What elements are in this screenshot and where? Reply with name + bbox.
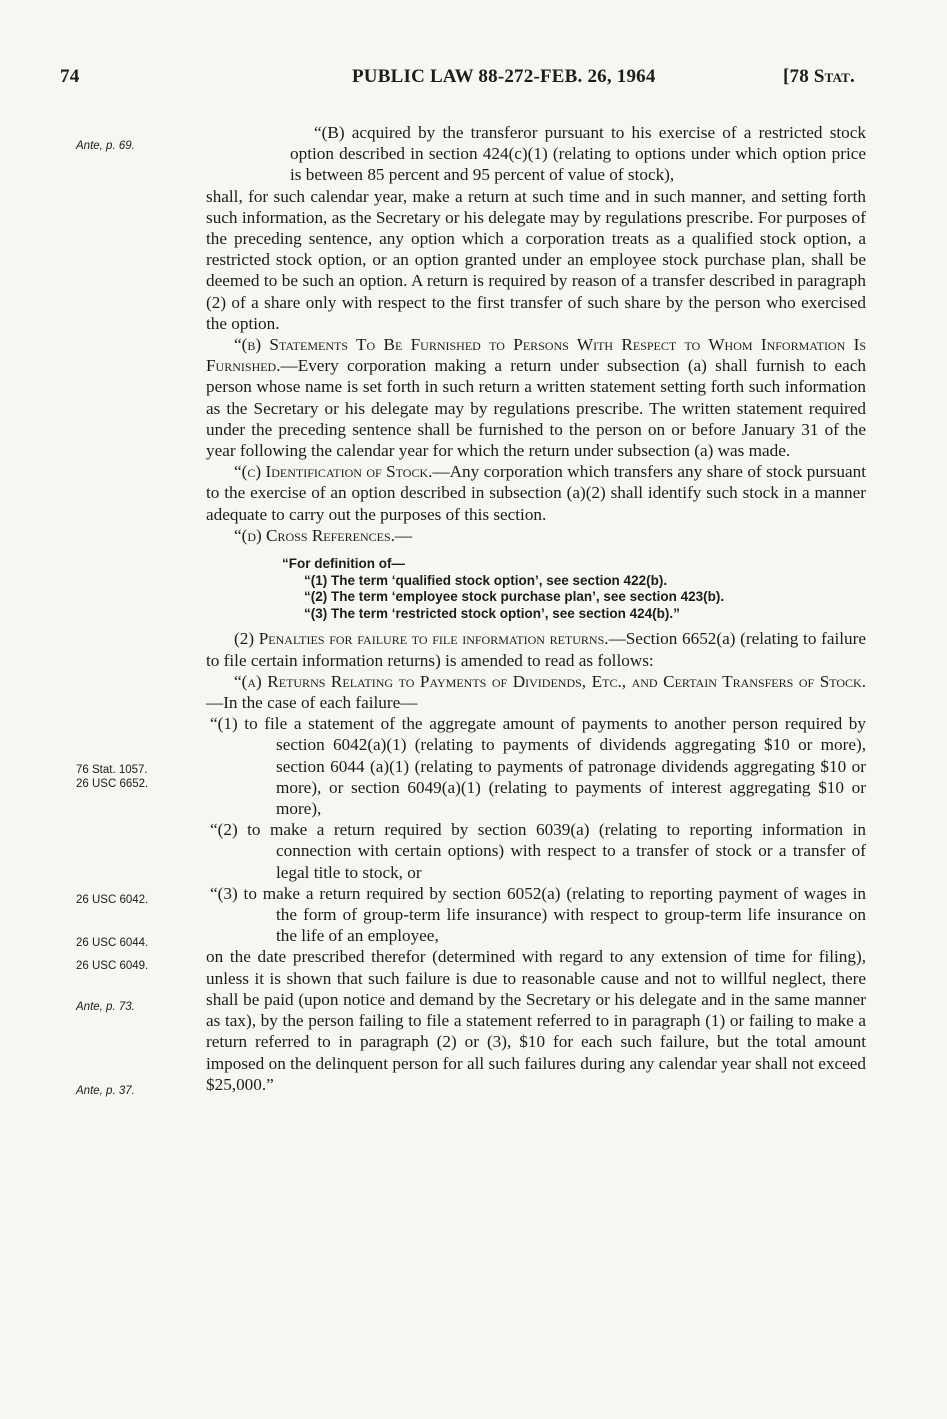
paragraph: [206, 628, 866, 670]
section-text: —Any corporation which transfers any share of stock pursuant to the exercise of an option described in subsection (a)(2) shall identify such stock in a manner adequate to carry out the purposes of this section.: [206, 462, 866, 524]
section-heading: “(b) Statements To Be Furnished to Persons With Respect to Whom Information Is Furnished.: [206, 335, 866, 376]
paragraph: [206, 525, 866, 546]
margin-note: 26 USC 6652.: [76, 778, 149, 790]
section-heading: “(a) Returns Relating to Payments of Dividends, Etc., and Certain Transfers of Stock.: [234, 671, 866, 691]
margin-note: Ante, p. 37.: [76, 1085, 135, 1097]
paragraph: shall, for such calendar year, make a return at such time and in such manner, and setting forth such information, as the Secretary or his delegate may by regulations prescribe. For purposes of the preceding sentence, any option which a corporation treats as a qualified stock option, a restricted stock option, or an option granted under an employee stock purchase plan, shall be deemed to be such an option. A return is required by reason of a transfer described in paragraph (2) of a share only with respect to the first transfer of such share by the person who exercised the option.: [206, 186, 866, 333]
margin-note: 26 USC 6049.: [76, 960, 149, 972]
margin-note: Ante, p. 73.: [76, 1001, 135, 1013]
margin-note: Ante, p. 69.: [76, 140, 135, 152]
paragraph: [206, 461, 866, 525]
statute-reference-text: [78 Stat.: [783, 66, 855, 87]
cross-references: [206, 556, 866, 622]
paragraph: [206, 334, 866, 461]
section-text: —In the case of each failure—: [206, 693, 418, 713]
section-heading: “(d) Cross References.: [234, 525, 395, 545]
section-text: —Section 6652(a) (relating to failure to file certain information returns) is amended to read as follows:: [206, 629, 866, 670]
paragraph: on the date prescribed therefor (determined with regard to any extension of time for filing), unless it is shown that such failure is due to reasonable cause and not to willful neglect, there shall be paid (upon notice and demand by the Secretary or his delegate and in the same manner as tax), by the person failing to file a statement referred to in paragraph (1) or failing to make a return referred to in paragraph (2) or (3), $10 for each such failure, but the total amount imposed on the delinquent person for all such failures during any calendar year shall not exceed $25,000.”: [206, 947, 866, 1094]
section-heading: “(c) Identification of Stock.: [234, 462, 433, 482]
cross-reference-heading: “For definition of—: [282, 556, 405, 572]
paragraph: “(1) to file a statement of the aggregate amount of payments to another person required by section 6042(a)(1) (relating to payments of dividends aggregating $10 or more), section 6044 (a)(1) (relating to payments of patronage dividends aggregating $10 or more), or section 6049(a)(1) (relating to payments of interest aggregating $10 or more),: [210, 714, 866, 819]
margin-note: 26 USC 6042.: [76, 894, 149, 906]
body-text: [206, 122, 866, 1095]
paragraph: “(B) acquired by the transferor pursuant to his exercise of a restricted stock option described in section 424(c)(1) (relating to options under which option price is between 85 percent and 95 percent of value of stock),: [290, 123, 866, 185]
cross-reference-item: “(3) The term ‘restricted stock option’, see section 424(b).”: [304, 605, 680, 621]
running-title: PUBLIC LAW 88-272-FEB. 26, 1964: [352, 66, 656, 87]
section-text: —Every corporation making a return under subsection (a) shall furnish to each person whose name is set forth in such return a written statement setting forth such information as the Secretary or his delegate may by regulations prescribe. The written statement required under the preceding sentence shall be furnished to the person on or before January 31 of the year following the calendar year for which the return under subsection (a) was made.: [206, 356, 866, 461]
margin-note: 76 Stat. 1057.: [76, 764, 148, 776]
paragraph: [206, 671, 866, 713]
section-heading: (2) Penalties for failure to file information returns.: [234, 629, 609, 649]
paragraph: “(3) to make a return required by section 6052(a) (relating to reporting payment of wages in the form of group-term life insurance) with respect to group-term life insurance on the life of an employee,: [210, 883, 866, 946]
margin-note: 26 USC 6044.: [76, 937, 149, 949]
statute-reference: [783, 66, 855, 88]
paragraph: “(2) to make a return required by section 6039(a) (relating to reporting information in connection with certain options) with respect to a transfer of stock or a transfer of legal title to stock, or: [210, 820, 866, 882]
page-number: 74: [60, 66, 80, 87]
cross-reference-item: “(1) The term ‘qualified stock option’, see section 422(b).: [304, 572, 668, 588]
section-text: —: [394, 525, 413, 545]
cross-reference-item: “(2) The term ‘employee stock purchase plan’, see section 423(b).: [304, 589, 725, 605]
